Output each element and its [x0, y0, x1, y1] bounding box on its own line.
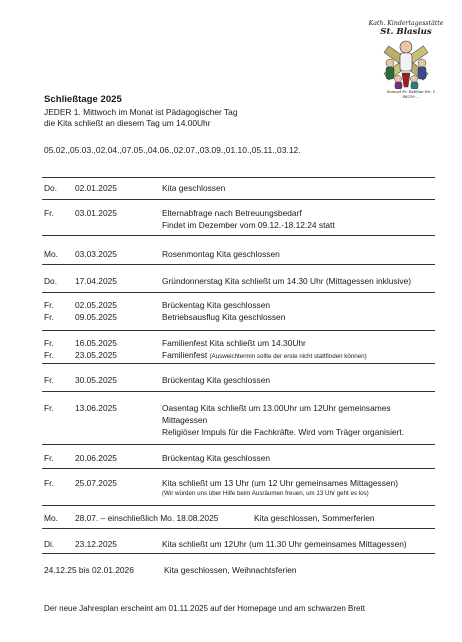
table-divider	[42, 264, 435, 265]
row-text: Rosenmontag Kita geschlossen	[162, 249, 280, 259]
row-text: Mittagessen	[162, 415, 208, 425]
row-day: Fr.	[44, 300, 54, 310]
row-text: Religiöser Impuls für die Fachkräfte. Wird vom Träger organisiert.	[162, 427, 405, 437]
intro-line-2: die Kita schließt an diesem Tag um 14.00Uhr	[44, 118, 211, 128]
row-text-main: Familienfest	[162, 350, 208, 360]
row-text-note: (Ausweichtermin sollte der erste nicht stattfinden können)	[209, 353, 367, 360]
row-day: Do.	[44, 276, 58, 286]
row-date: 13.06.2025	[75, 403, 117, 413]
table-divider	[42, 444, 435, 445]
row-day: Fr.	[44, 478, 54, 488]
table-divider	[42, 553, 435, 554]
row-date: 23.12.2025	[75, 539, 117, 549]
logo-figures-icon	[380, 37, 432, 89]
logo-address	[376, 90, 446, 99]
row-text: Kita schließt um 12Uhr (um 11.30 Uhr gemeinsames Mittagessen)	[162, 539, 407, 549]
row-date: 02.05.2025	[75, 300, 117, 310]
row-date: 20.06.2025	[75, 453, 117, 463]
row-text: Brückentag Kita geschlossen	[162, 453, 271, 463]
table-divider	[42, 292, 435, 293]
row-date: 09.05.2025	[75, 312, 117, 322]
row-day: Fr.	[44, 312, 54, 322]
row-text: Kita schließt um 13 Uhr (um 12 Uhr gemeinsames Mittagessen)	[162, 478, 398, 488]
table-divider	[42, 528, 435, 529]
table-divider	[42, 330, 435, 331]
row-day: Fr.	[44, 350, 54, 360]
page-title: Schließtage 2025	[44, 94, 122, 105]
row-text: Oasentag Kita schließt um 13.00Uhr um 12Uhr gemeinsames	[162, 403, 391, 413]
row-text: Kita geschlossen, Weihnachtsferien	[164, 565, 297, 575]
row-text: Brückentag Kita geschlossen	[162, 300, 271, 310]
row-date: 30.05.2025	[75, 375, 117, 385]
row-text: Betriebsausflug Kita geschlossen	[162, 312, 286, 322]
row-day: Fr.	[44, 403, 54, 413]
row-text: Kita geschlossen	[162, 183, 226, 193]
row-text: Kita geschlossen, Sommerferien	[254, 513, 375, 523]
row-date: 17.04.2025	[75, 276, 117, 286]
table-divider	[42, 505, 435, 506]
table-divider	[42, 468, 435, 469]
row-day: Do.	[44, 183, 58, 193]
logo-address-line1: Samuel-Fr. Rebhan-Str. 1	[386, 89, 436, 94]
row-day: Fr.	[44, 338, 54, 348]
table-divider	[42, 177, 435, 178]
row-day: Di.	[44, 539, 55, 549]
row-text: Elternabfrage nach Betreuungsbedarf	[162, 208, 302, 218]
row-day: Mo.	[44, 513, 58, 523]
row-day: Fr.	[44, 375, 54, 385]
row-day: Fr.	[44, 208, 54, 218]
table-divider	[42, 199, 435, 200]
logo-address-line2: 88239 ...	[402, 93, 420, 99]
pedagogical-days-list: 05.02.,05.03.,02.04.,07.05.,04.06.,02.07.,03.09.,01.10.,05.11.,03.12.	[44, 145, 301, 155]
logo-line1: Kath. Kindertagesstätte	[368, 20, 444, 27]
row-text: Familienfest Kita schließt um 14.30Uhr	[162, 338, 306, 348]
row-date: 16.05.2025	[75, 338, 117, 348]
row-text: Brückentag Kita geschlossen	[162, 375, 271, 385]
intro-line-1: JEDER 1. Mittwoch im Monat ist Pädagogischer Tag	[44, 107, 238, 117]
row-date: 25.07.2025	[75, 478, 117, 488]
row-day: Mo.	[44, 249, 58, 259]
row-date: 23.05.2025	[75, 350, 117, 360]
row-text	[162, 350, 437, 361]
row-date: 28.07. – einschließlich Mo. 18.08.2025	[75, 513, 219, 523]
row-text: Findet im Dezember vom 09.12.-18.12.24 statt	[162, 220, 335, 230]
logo-line2: St. Blasius	[380, 27, 432, 37]
footer-note: Der neue Jahresplan erscheint am 01.11.2025 auf der Homepage und am schwarzen Brett	[44, 604, 365, 613]
row-date: 24.12.25 bis 02.01.2026	[44, 565, 134, 575]
row-date: 03.03.2025	[75, 249, 117, 259]
table-divider	[42, 235, 435, 236]
row-text: Gründonnerstag Kita schließt um 14.30 Uhr (Mittagessen inklusive)	[162, 276, 412, 286]
kita-logo	[366, 20, 446, 104]
table-divider	[42, 391, 435, 392]
row-date: 03.01.2025	[75, 208, 117, 218]
table-divider	[42, 363, 435, 364]
row-day: Fr.	[44, 453, 54, 463]
row-date: 02.01.2025	[75, 183, 117, 193]
row-text-note: (Wir würden uns über Hilfe beim Ausräumen freuen, um 13 Uhr geht es los)	[162, 490, 369, 497]
